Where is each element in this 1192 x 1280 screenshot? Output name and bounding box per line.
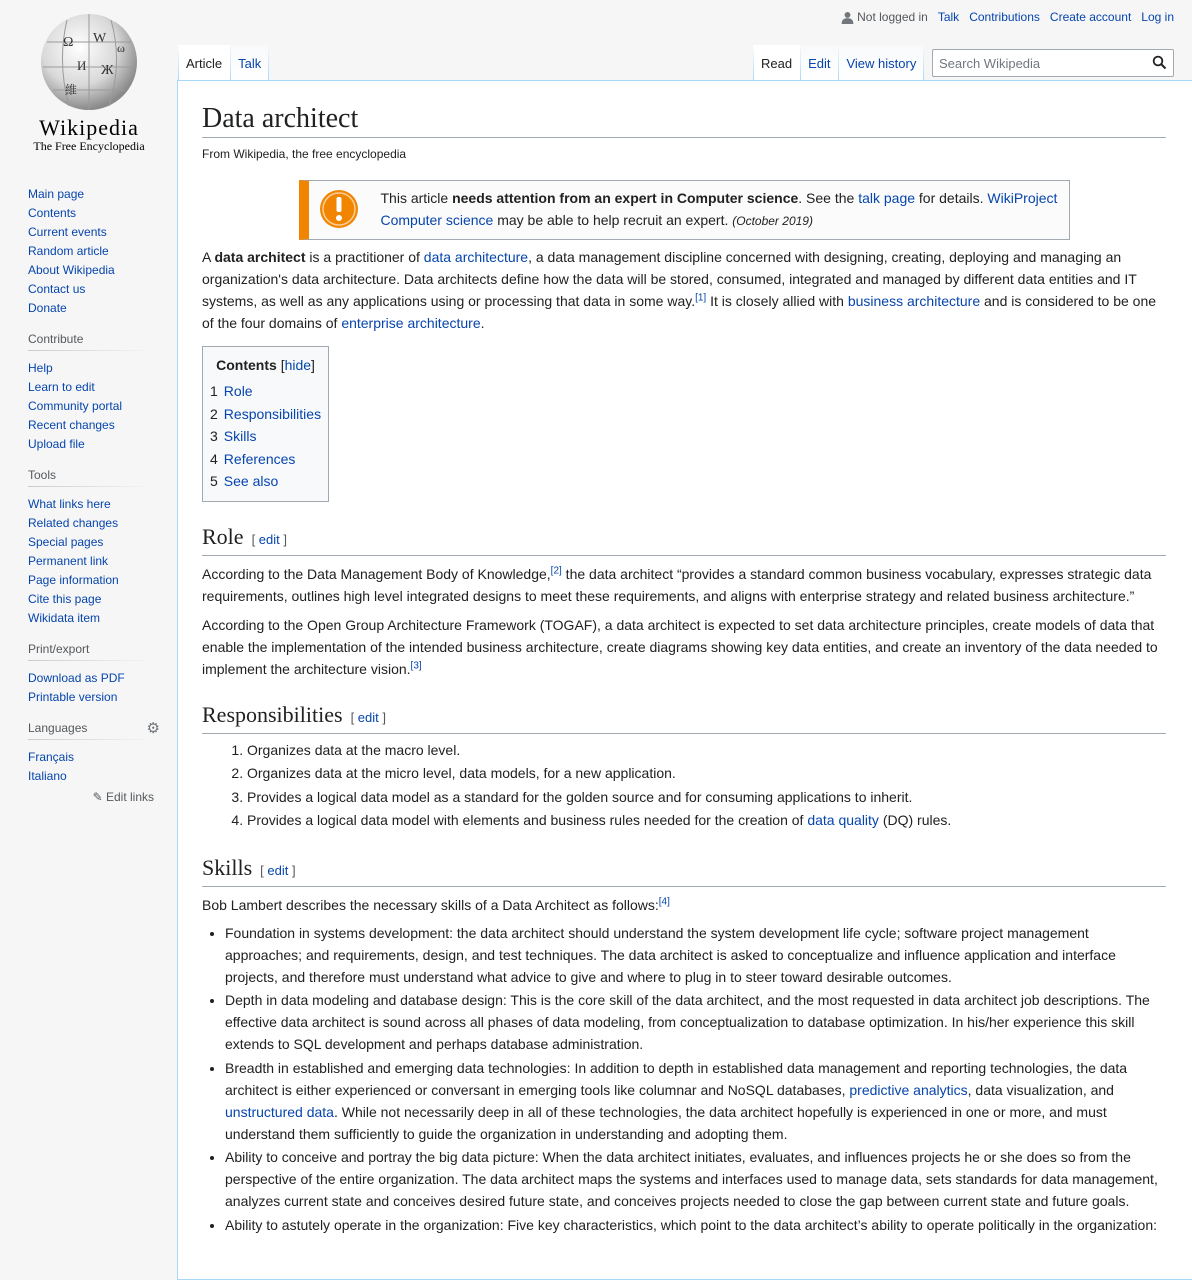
tab-article[interactable]: Article <box>178 45 230 81</box>
sidebar-item-contents[interactable]: Contents <box>28 206 77 220</box>
sidebar-item-lang-italiano[interactable]: Italiano <box>28 769 67 783</box>
heading-text: Skills <box>202 854 253 880</box>
logo-tagline: The Free Encyclopedia <box>33 139 145 153</box>
skills-list <box>202 922 1166 1236</box>
toc-item[interactable] <box>210 403 321 426</box>
site-sub: From Wikipedia, the free encyclopedia <box>202 147 407 161</box>
sidebar-heading-contribute: Contribute <box>28 332 178 351</box>
role-paragraph-2 <box>202 614 1166 680</box>
sidebar-item-wikidata-item[interactable]: Wikidata item <box>28 611 101 625</box>
sidebar-item-about-wikipedia[interactable]: About Wikipedia <box>28 263 115 277</box>
sidebar-navigation <box>0 180 178 318</box>
toc-number: 5 <box>210 473 218 489</box>
toc-link-skills[interactable]: Skills <box>223 428 257 444</box>
text-run: Bob Lambert describes the necessary skills of a Data Architect as follows: <box>202 896 659 913</box>
create-account-link[interactable]: Create account <box>1049 10 1132 24</box>
text-run: . <box>480 315 485 331</box>
edit-link[interactable]: edit <box>357 709 379 725</box>
toc-title <box>210 355 321 375</box>
not-logged-in-text: Not logged in <box>857 10 928 24</box>
term-bold: data architect <box>214 249 306 265</box>
sidebar-item-page-information[interactable]: Page information <box>28 573 119 587</box>
sidebar-item-current-events[interactable]: Current events <box>28 225 107 239</box>
sidebar-item-help[interactable]: Help <box>28 361 53 375</box>
sidebar-tools <box>0 468 178 628</box>
text-run: According to the Data Management Body of Knowledge, <box>202 565 551 582</box>
sidebar-item-random-article[interactable]: Random article <box>28 244 109 258</box>
wikipedia-globe-icon <box>37 12 141 112</box>
search-button[interactable] <box>1152 55 1167 75</box>
heading-text: Role <box>202 523 244 549</box>
list-item: 2. Organizes data at the micro level, data models, for a new application. <box>247 762 1166 786</box>
sidebar-item-learn-to-edit[interactable]: Learn to edit <box>28 380 95 394</box>
toc-number: 3 <box>210 428 218 444</box>
list-item: • Ability to astutely operate in the organization: Five key characteristics, which point to the data architect’s ability to operate politically in the organization: <box>225 1214 1166 1236</box>
svg-text:W: W <box>93 31 107 46</box>
toc-item[interactable] <box>210 470 321 493</box>
pencil-icon: ✎ <box>92 790 103 804</box>
list-item: • Ability to conceive and portray the big data picture: When the data architect initiates, evaluates, and influences projects he or she does so from the perspective of the entire organization. The data architect maps the systems and interfaces used to manage data, sets standards for data management, analyzes current state and conceives desired future state, and conceives projects needed to close the gap between current state and future goals. <box>225 1146 1166 1212</box>
sidebar-heading-languages: Languages <box>28 721 178 740</box>
personal-tools <box>841 10 1174 24</box>
sidebar-heading-tools: Tools <box>28 468 178 487</box>
data-quality-link[interactable]: data quality <box>807 812 879 828</box>
sidebar-item-upload-file[interactable]: Upload file <box>28 437 85 451</box>
toc-link-responsibilities[interactable]: Responsibilities <box>223 405 322 422</box>
heading-text: Responsibilities <box>202 701 343 727</box>
list-item: 3. Provides a logical data model as a standard for the golden source and for consuming applications to inherit. <box>247 786 1166 810</box>
sidebar <box>0 180 178 818</box>
text-run: Provides a logical data model with elements and business rules needed for the creation of <box>247 812 808 828</box>
toc-number: 2 <box>210 405 218 422</box>
sidebar-item-special-pages[interactable]: Special pages <box>28 535 104 549</box>
sidebar-item-cite-this-page[interactable]: Cite this page <box>28 592 102 606</box>
edit-link[interactable]: edit <box>267 862 289 878</box>
expert-attention-notice <box>299 180 1070 240</box>
edit-link[interactable]: edit <box>258 531 280 547</box>
edit-section-responsibilities[interactable]: [ edit ] <box>350 709 386 725</box>
list-item: 1. Organizes data at the macro level. <box>247 739 1166 763</box>
talk-page-link[interactable]: talk page <box>858 190 916 206</box>
contributions-link[interactable]: Contributions <box>969 10 1040 24</box>
list-item <box>225 1057 1166 1145</box>
tab-view-history[interactable]: View history <box>838 45 924 81</box>
text-run: . While not necessarily deep in all of these technologies, the data architect hopefully is experienced in one or more, and must understand them sufficiently to guide the organization in understanding and adopting them. <box>225 1103 1107 1142</box>
tab-edit[interactable]: Edit <box>800 45 838 81</box>
notice-text-part: may be able to help recruit an expert. <box>493 212 733 228</box>
toc-item[interactable] <box>210 448 321 471</box>
page-title: Data architect <box>202 101 1166 138</box>
svg-text:И: И <box>77 58 87 73</box>
text-run: , data visualization, and <box>967 1081 1114 1098</box>
intro-paragraph <box>202 246 1166 334</box>
wikiproject-cs-link[interactable]: WikiProject Computer science <box>380 190 1058 228</box>
text-run: is a practitioner of <box>305 249 424 265</box>
reference-2[interactable]: [2] <box>550 564 562 576</box>
svg-text:Ж: Ж <box>101 63 114 78</box>
notice-text-part: This article <box>380 190 453 206</box>
notice-bold-text: needs attention from an expert in Computer science <box>452 190 799 206</box>
toc-heading: Contents <box>216 357 277 373</box>
skills-intro <box>202 894 1166 916</box>
sidebar-print-export <box>0 642 178 707</box>
edit-section-skills[interactable]: [ edit ] <box>260 862 296 878</box>
edit-links[interactable] <box>28 790 178 804</box>
toc-item[interactable] <box>210 380 321 403</box>
search-box <box>932 49 1174 77</box>
language-settings-gear-icon[interactable]: ⚙ <box>146 720 160 737</box>
sidebar-item-related-changes[interactable]: Related changes <box>28 516 119 530</box>
text-run: According to the Open Group Architecture Framework (TOGAF), a data architect is expected to set data architecture principles, create models of data that enable the implementation of the intended business architecture, create diagrams showing key data entities, and create an inventory of the data needed to implement the architecture vision. <box>202 616 1158 677</box>
user-icon <box>841 11 854 24</box>
toc-link-see-also[interactable]: See also <box>223 473 279 489</box>
edit-links-label: Edit links <box>105 790 154 804</box>
sidebar-item-download-pdf[interactable]: Download as PDF <box>28 671 125 685</box>
tab-talk[interactable]: Talk <box>230 45 269 81</box>
sidebar-item-lang-francais[interactable]: Français <box>28 750 75 764</box>
notice-text-part: . See the <box>798 190 859 206</box>
search-icon <box>1152 55 1167 70</box>
wikipedia-logo[interactable] <box>0 0 178 160</box>
section-heading-role <box>202 522 1166 556</box>
namespace-tabs <box>178 45 269 81</box>
reference-1[interactable]: [1] <box>695 292 707 304</box>
unstructured-data-link[interactable]: unstructured data <box>225 1103 334 1120</box>
predictive-analytics-link[interactable]: predictive analytics <box>849 1081 968 1098</box>
sidebar-item-what-links-here[interactable]: What links here <box>28 497 111 511</box>
responsibilities-list <box>202 739 1166 833</box>
warning-icon <box>319 187 381 234</box>
sidebar-item-donate[interactable]: Donate <box>28 301 67 315</box>
text-run: , a data management discipline concerned with designing, creating, deploying and managing an organization's data architecture. Data architects define how the data will be stored, consumed, integrated and managed by different data entities and IT systems, as well as any applications using or processing that data in some way. <box>202 249 1137 309</box>
list-item: • Foundation in systems development: the data architect should understand the system development life cycle; software project management approaches; and requirements, design, and test techniques. The data architect is asked to conceptualize and influence application and interface projects, and therefore must understand what advice to give and where to plug in to steer toward desirable outcomes. <box>225 922 1166 988</box>
section-heading-responsibilities <box>202 700 1166 734</box>
sidebar-contribute <box>0 332 178 454</box>
table-of-contents <box>202 346 329 502</box>
sidebar-item-printable-version[interactable]: Printable version <box>28 690 118 704</box>
text-run: Breadth in established and emerging data technologies: In addition to depth in established data management and reporting technologies, the data architect is either experienced or conversant in emerging tools like columnar and NoSQL databases, <box>225 1059 1128 1098</box>
text-run: A <box>202 249 215 265</box>
sidebar-languages <box>0 721 178 804</box>
log-in-link[interactable]: Log in <box>1141 10 1174 24</box>
edit-section-role[interactable]: [ edit ] <box>251 531 287 547</box>
view-tabs <box>753 45 924 81</box>
article-body <box>202 246 1166 1236</box>
sidebar-heading-print-export: Print/export <box>28 642 178 661</box>
enterprise-architecture-link[interactable]: enterprise architecture <box>341 315 481 331</box>
toc-item[interactable] <box>210 425 321 448</box>
sidebar-item-recent-changes[interactable]: Recent changes <box>28 418 115 432</box>
data-architecture-link[interactable]: data architecture <box>423 249 529 265</box>
sidebar-item-community-portal[interactable]: Community portal <box>28 399 123 413</box>
toc-link-references[interactable]: References <box>223 450 296 467</box>
text-run: It is closely allied with <box>706 293 848 309</box>
list-item: • Depth in data modeling and database design: This is the core skill of the data architect, and the most requested in data architect job descriptions. The effective data architect is sound across all phases of data modeling, from conceptualization to database optimization. In his/her experience this skill extends to SQL development and perhaps database administration. <box>225 989 1166 1055</box>
svg-text:Ω: Ω <box>63 35 74 50</box>
text-run: the data architect “provides a standard common business vocabulary, expresses strategic data requirements, outlines high level integrated designs to meet these requirements, and aligns with enterprise strategy and related business architecture.” <box>202 565 1152 604</box>
notice-date: (October 2019) <box>732 214 813 228</box>
tab-read[interactable]: Read <box>753 45 800 81</box>
notice-text <box>381 187 1059 234</box>
logo-wordmark: Wikipedia <box>39 115 139 140</box>
toc-number: 1 <box>210 383 218 399</box>
sidebar-item-main-page[interactable]: Main page <box>28 187 85 201</box>
search-input[interactable] <box>933 50 1143 76</box>
toc-number: 4 <box>210 450 218 467</box>
notice-text-part: for details. <box>915 190 988 206</box>
user-talk-link[interactable]: Talk <box>937 10 960 24</box>
user-status <box>841 10 928 24</box>
sidebar-item-permanent-link[interactable]: Permanent link <box>28 554 109 568</box>
article-content <box>177 80 1192 1280</box>
sidebar-item-contact-us[interactable]: Contact us <box>28 282 86 296</box>
svg-text:維: 維 <box>65 83 78 97</box>
toc-link-role[interactable]: Role <box>223 383 253 399</box>
svg-text:ω: ω <box>117 41 125 55</box>
text-run: and is considered to be one of the four domains of <box>202 293 1157 331</box>
toc-hide-toggle[interactable]: [hide] <box>280 357 315 373</box>
toc-hide-link[interactable]: hide <box>284 357 312 373</box>
reference-3[interactable]: [3] <box>410 659 422 671</box>
list-item <box>247 809 1166 833</box>
business-architecture-link[interactable]: business architecture <box>847 293 981 309</box>
section-heading-skills <box>202 853 1166 887</box>
text-run: (DQ) rules. <box>878 812 952 828</box>
role-paragraph-1 <box>202 563 1166 607</box>
reference-4[interactable]: [4] <box>658 895 670 907</box>
